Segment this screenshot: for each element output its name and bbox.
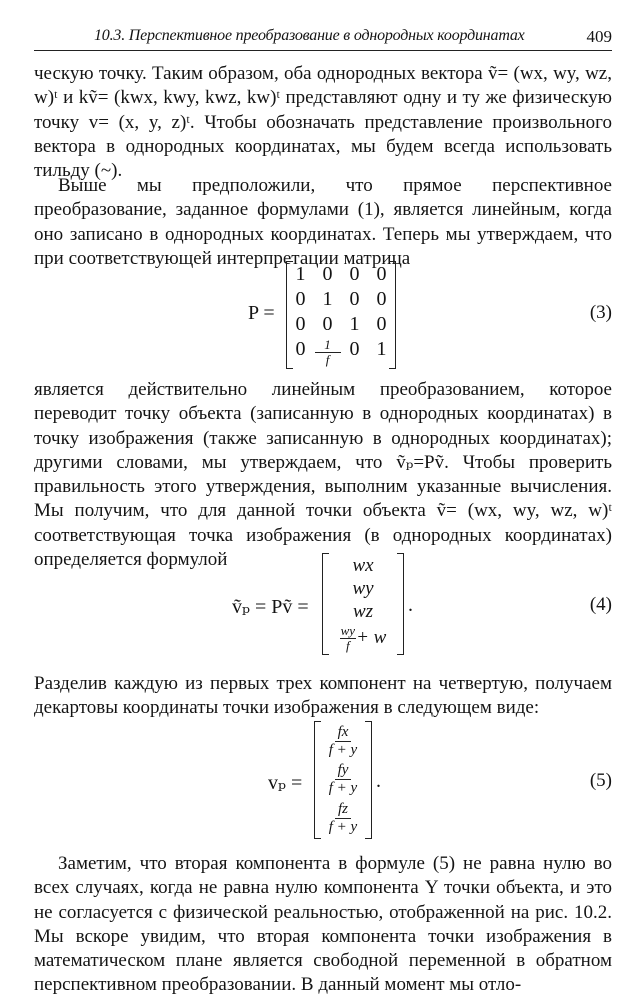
page-header [34,24,612,51]
eq3-frac-den: f [325,352,330,367]
paragraph-2: Выше мы предположили, что прямое перспективное преобразование, заданное формулами (1), является линейным, когда оно записано в однородных координатах. Теперь мы утверждаем, что при соответствующей интерпретации матрица [34,175,612,269]
eq3-cell: 0 [349,288,360,310]
eq3-cell-fraction [316,338,340,367]
eq3-cell: 0 [349,263,360,285]
eq4-row: wx [352,554,374,576]
eq3-cell: 0 [322,313,333,335]
eq3-cell: 1 [322,288,333,310]
equation-5 [34,718,612,844]
equation-4 [34,550,612,660]
eq4-row: wy [352,577,374,599]
eq5-fraction [329,762,357,797]
eq3-matrix [286,262,396,368]
eq3-cell: 1 [349,313,360,335]
eq5-frac-num: fx [335,724,352,742]
eq4-row-last [323,624,403,653]
running-head: 10.3. Перспективное преобразование в однородных координатах [94,27,525,44]
paragraph-4: Разделив каждую из первых трех компонент на четвертую, получаем декартовы координаты точки изображения в следующем виде: [34,673,612,719]
eq4-tail: + w [356,627,387,649]
eq5-frac-den: f + y [328,741,358,758]
equation-3 [34,256,612,376]
eq5-frac-den: f + y [328,819,358,836]
eq3-cell: 0 [349,338,360,360]
eq4-vector [322,554,404,654]
page-number: 409 [586,27,612,46]
eq4-row: wz [352,601,374,623]
eq5-row-2 [315,762,371,797]
eq4-frac-num: wy [340,623,356,639]
eq5-lhs: vₚ = [268,772,303,794]
eq3-cell: 1 [376,338,387,360]
eq5-frac-num: fz [335,801,351,819]
eq4-period: . [408,594,413,616]
eq3-cell: 0 [322,263,333,285]
paragraph-3: является действительно линейным преобразованием, которое переводит точку объекта (записанную в однородных координатах) в точку изображения (также записанную в однородных координатах); другими словами, мы утверждаем, что ṽₚ=Pṽ. Чтобы проверить правильность этого утверждения, выполним указанные вычисления. Мы получим, что для данной точки объекта ṽ= (wx, wy, wz, w)ᵗ соответствующая точка изображения (в однородных координатах) определяется формулой [34,379,612,571]
eq5-fraction [329,724,357,759]
eq5-frac-num: fy [335,762,352,780]
paragraph-1: ческую точку. Таким образом, оба однородных вектора ṽ= (wx, wy, wz, w)ᵗ и kṽ= (kwx, kwy, kwz, kw)ᵗ представляют одну и ту же физическую точку v= (x, y, z)ᵗ. Чтобы обозначать представление произвольного вектора в однородных координатах, мы будем всегда использовать тильду (~). [34,63,612,182]
eq3-fraction [316,338,340,367]
eq3-frac-num: 1 [315,338,341,353]
eq4-number: (4) [589,594,612,615]
eq3-row-2 [287,288,395,311]
eq5-fraction [329,801,357,836]
eq3-number: (3) [589,302,612,323]
eq3-cell: 0 [376,263,387,285]
eq3-cell: 0 [376,288,387,310]
eq3-row-4 [287,338,395,367]
eq3-cell: 0 [295,313,306,335]
eq3-row-3 [287,313,395,336]
eq3-cell: 0 [295,338,306,360]
eq5-row-1 [315,724,371,759]
eq5-frac-den: f + y [328,780,358,797]
eq5-row-3 [315,801,371,836]
eq4-fraction [340,624,356,653]
paragraph-5: Заметим, что вторая компонента в формуле (5) не равна нулю во всех случаях, когда не равна нулю компонента Y точки объекта, и это не согласуется с физической реальностью, отображенной на рис. 10.2. Мы вскоре увидим, что вторая компонента точки изображения в математическом плане является свободной переменной в обратном перспективном преобразовании. В данный момент мы отло- [34,853,612,996]
eq3-cell: 0 [376,313,387,335]
eq5-number: (5) [589,770,612,791]
eq3-cell: 1 [295,263,306,285]
eq3-row-1 [287,263,395,286]
eq4-frac-den: f [346,638,350,654]
eq5-period: . [376,770,381,792]
eq3-lhs: P = [248,302,275,324]
eq5-vector [314,722,372,838]
eq4-lhs: ṽₚ = Pṽ = [232,596,309,618]
eq3-cell: 0 [295,288,306,310]
